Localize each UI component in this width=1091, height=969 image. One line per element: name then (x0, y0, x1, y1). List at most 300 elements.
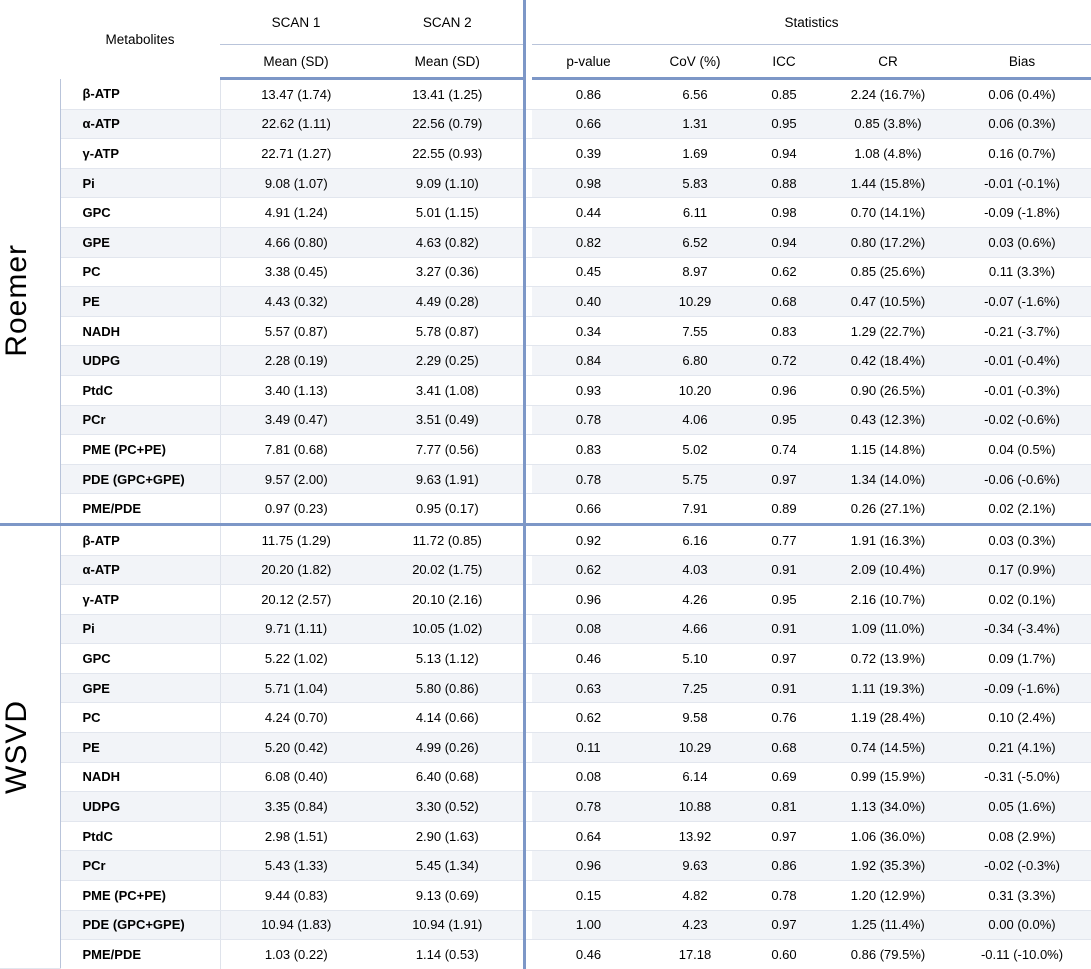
cell-gap-divider (524, 287, 532, 317)
cell-metabolite: GPC (60, 198, 220, 228)
cell-gap-divider (524, 109, 532, 139)
cell-scan2-mean-sd: 22.55 (0.93) (372, 139, 524, 169)
cell-metabolite: UDPG (60, 346, 220, 376)
cell-bias: -0.01 (-0.1%) (953, 168, 1091, 198)
cell-scan1-mean-sd: 9.08 (1.07) (220, 168, 372, 198)
cell-cov: 6.14 (645, 762, 745, 792)
cell-icc: 0.74 (745, 435, 823, 465)
cell-metabolite: α-ATP (60, 555, 220, 585)
table-row (0, 494, 1091, 525)
cell-icc: 0.97 (745, 464, 823, 494)
cell-bias: 0.05 (1.6%) (953, 792, 1091, 822)
group-header-spacer (0, 0, 60, 45)
cell-gap-divider (524, 703, 532, 733)
cell-gap-divider (524, 555, 532, 585)
cell-pvalue: 0.92 (532, 524, 645, 555)
header-gap-divider (524, 0, 532, 45)
cell-scan1-mean-sd: 4.66 (0.80) (220, 227, 372, 257)
cell-scan1-mean-sd: 4.91 (1.24) (220, 198, 372, 228)
cell-gap-divider (524, 762, 532, 792)
header-scan2: SCAN 2 (372, 0, 524, 45)
cell-cov: 4.82 (645, 881, 745, 911)
cell-bias: 0.06 (0.3%) (953, 109, 1091, 139)
table-row (0, 346, 1091, 376)
header-bias: Bias (953, 45, 1091, 79)
cell-bias: 0.10 (2.4%) (953, 703, 1091, 733)
cell-gap-divider (524, 227, 532, 257)
cell-pvalue: 0.84 (532, 346, 645, 376)
cell-scan1-mean-sd: 5.22 (1.02) (220, 644, 372, 674)
cell-scan2-mean-sd: 11.72 (0.85) (372, 524, 524, 555)
cell-cr: 0.80 (17.2%) (823, 227, 953, 257)
cell-scan2-mean-sd: 4.14 (0.66) (372, 703, 524, 733)
cell-pvalue: 0.46 (532, 644, 645, 674)
cell-icc: 0.68 (745, 733, 823, 763)
cell-scan2-mean-sd: 3.41 (1.08) (372, 375, 524, 405)
cell-metabolite: PME/PDE (60, 940, 220, 969)
cell-scan2-mean-sd: 6.40 (0.68) (372, 762, 524, 792)
cell-icc: 0.76 (745, 703, 823, 733)
cell-metabolite: β-ATP (60, 524, 220, 555)
cell-scan1-mean-sd: 4.43 (0.32) (220, 287, 372, 317)
cell-cov: 10.29 (645, 287, 745, 317)
table-row (0, 405, 1091, 435)
cell-scan1-mean-sd: 3.35 (0.84) (220, 792, 372, 822)
cell-cov: 5.02 (645, 435, 745, 465)
cell-cov: 10.20 (645, 375, 745, 405)
table-header-top-row (0, 0, 1091, 45)
cell-scan2-mean-sd: 2.90 (1.63) (372, 821, 524, 851)
cell-metabolite: PtdC (60, 375, 220, 405)
header-metabolites: Metabolites (105, 31, 175, 47)
cell-bias: 0.02 (0.1%) (953, 585, 1091, 615)
cell-cov: 6.16 (645, 524, 745, 555)
cell-scan1-mean-sd: 3.38 (0.45) (220, 257, 372, 287)
cell-icc: 0.97 (745, 910, 823, 940)
cell-cov: 9.58 (645, 703, 745, 733)
cell-icc: 0.94 (745, 139, 823, 169)
cell-scan1-mean-sd: 5.20 (0.42) (220, 733, 372, 763)
cell-metabolite: Pi (60, 168, 220, 198)
cell-cov: 13.92 (645, 821, 745, 851)
group-label-cell-wsvd (0, 524, 60, 968)
cell-bias: -0.34 (-3.4%) (953, 614, 1091, 644)
cell-icc: 0.68 (745, 287, 823, 317)
cell-cov: 17.18 (678, 947, 712, 963)
group-label: WSVD (0, 700, 33, 795)
cell-cov: 7.55 (645, 316, 745, 346)
cell-gap-divider (524, 881, 532, 911)
table-row (0, 703, 1091, 733)
table-row (0, 910, 1091, 940)
table-row (0, 287, 1091, 317)
cell-cov: 10.29 (645, 733, 745, 763)
cell-bias: 0.09 (1.7%) (953, 644, 1091, 674)
cell-gap-divider (524, 79, 532, 110)
cell-scan2-mean-sd: 4.99 (0.26) (372, 733, 524, 763)
cell-gap-divider (524, 910, 532, 940)
table-row (0, 464, 1091, 494)
cell-cr: 1.15 (14.8%) (823, 435, 953, 465)
cell-icc: 0.78 (745, 881, 823, 911)
cell-scan1-mean-sd: 2.98 (1.51) (220, 821, 372, 851)
cell-metabolite: PDE (GPC+GPE) (60, 910, 220, 940)
table-row (0, 79, 1091, 110)
cell-metabolite: PCr (60, 851, 220, 881)
header-mean-sd-scan2: Mean (SD) (372, 45, 524, 79)
cell-scan1-mean-sd: 2.28 (0.19) (220, 346, 372, 376)
cell-scan1-mean-sd: 0.97 (0.23) (220, 494, 372, 525)
cell-bias: 0.00 (0.0%) (953, 910, 1091, 940)
cell-icc: 0.72 (745, 346, 823, 376)
cell-cov: 4.06 (645, 405, 745, 435)
cell-scan1-mean-sd: 5.43 (1.33) (220, 851, 372, 881)
cell-scan1-mean-sd: 13.47 (1.74) (220, 79, 372, 110)
cell-scan2-mean-sd: 20.02 (1.75) (372, 555, 524, 585)
cell-cr: 1.25 (11.4%) (823, 910, 953, 940)
cell-cov: 1.69 (645, 139, 745, 169)
cell-metabolite: PDE (GPC+GPE) (60, 464, 220, 494)
cell-pvalue: 0.93 (532, 375, 645, 405)
cell-bias: 0.04 (0.5%) (953, 435, 1091, 465)
cell-metabolite: PE (60, 733, 220, 763)
cell-scan2-mean-sd: 10.94 (1.91) (372, 910, 524, 940)
cell-pvalue: 0.96 (532, 585, 645, 615)
cell-bias: 0.03 (0.3%) (953, 524, 1091, 555)
cell-gap-divider (524, 257, 532, 287)
cell-cr: 2.09 (10.4%) (823, 555, 953, 585)
header-scan1: SCAN 1 (220, 0, 372, 45)
cell-scan1-mean-sd: 1.03 (0.22) (264, 947, 328, 963)
cell-icc: 0.81 (745, 792, 823, 822)
cell-cov: 5.75 (645, 464, 745, 494)
cell-bias: 0.02 (2.1%) (953, 494, 1091, 525)
cell-cr: 1.09 (11.0%) (823, 614, 953, 644)
cell-gap-divider (524, 585, 532, 615)
cell-scan1-mean-sd: 22.62 (1.11) (220, 109, 372, 139)
cell-gap-divider (524, 316, 532, 346)
cell-metabolite: α-ATP (60, 109, 220, 139)
cell-bias: -0.09 (-1.8%) (953, 198, 1091, 228)
header-cr: CR (823, 45, 953, 79)
cell-scan1-mean-sd: 3.40 (1.13) (220, 375, 372, 405)
cell-gap-divider (524, 198, 532, 228)
cell-pvalue: 0.96 (532, 851, 645, 881)
cell-icc: 0.69 (745, 762, 823, 792)
cell-cr: 0.47 (10.5%) (823, 287, 953, 317)
cell-metabolite: NADH (60, 762, 220, 792)
cell-gap-divider (524, 494, 532, 525)
cell-scan2-mean-sd: 5.01 (1.15) (372, 198, 524, 228)
cell-bias: -0.21 (-3.7%) (953, 316, 1091, 346)
cell-pvalue: 0.44 (532, 198, 645, 228)
cell-gap-divider (524, 168, 532, 198)
cell-icc: 0.95 (745, 405, 823, 435)
table-row (0, 524, 1091, 555)
cell-icc: 0.77 (745, 524, 823, 555)
table-row (0, 435, 1091, 465)
cell-pvalue: 0.78 (532, 792, 645, 822)
cell-cr: 1.92 (35.3%) (823, 851, 953, 881)
cell-pvalue: 0.63 (532, 673, 645, 703)
cell-bias: -0.07 (-1.6%) (953, 287, 1091, 317)
cell-scan2-mean-sd: 13.41 (1.25) (372, 79, 524, 110)
cell-cr: 0.99 (15.9%) (823, 762, 953, 792)
cell-scan1-mean-sd: 9.57 (2.00) (220, 464, 372, 494)
cell-cov: 6.52 (645, 227, 745, 257)
cell-pvalue: 1.00 (532, 910, 645, 940)
cell-pvalue: 0.64 (532, 821, 645, 851)
cell-icc: 0.97 (745, 821, 823, 851)
cell-cov: 9.63 (645, 851, 745, 881)
table-row (0, 733, 1091, 763)
cell-cov: 4.03 (645, 555, 745, 585)
cell-gap-divider (524, 346, 532, 376)
cell-cov: 8.97 (645, 257, 745, 287)
cell-cov: 1.31 (645, 109, 745, 139)
cell-cov: 10.88 (645, 792, 745, 822)
cell-cr: 0.86 (79.5%) (850, 947, 926, 963)
cell-scan2-mean-sd: 3.27 (0.36) (372, 257, 524, 287)
cell-metabolite: PC (60, 257, 220, 287)
table-row (0, 940, 1091, 969)
cell-icc: 0.96 (745, 375, 823, 405)
table-row (0, 139, 1091, 169)
cell-cr: 1.11 (19.3%) (823, 673, 953, 703)
cell-bias: -0.09 (-1.6%) (953, 673, 1091, 703)
cell-cr: 0.90 (26.5%) (823, 375, 953, 405)
cell-scan1-mean-sd: 3.49 (0.47) (220, 405, 372, 435)
cell-pvalue: 0.62 (532, 703, 645, 733)
group-subheader-spacer (0, 45, 60, 79)
cell-cr: 1.91 (16.3%) (823, 524, 953, 555)
group-label: Roemer (0, 244, 33, 358)
cell-cr: 0.72 (13.9%) (823, 644, 953, 674)
cell-icc: 0.91 (745, 614, 823, 644)
cell-pvalue: 0.66 (532, 109, 645, 139)
cell-icc: 0.95 (745, 109, 823, 139)
cell-cr: 0.42 (18.4%) (823, 346, 953, 376)
cell-icc: 0.85 (745, 79, 823, 110)
cell-scan1-mean-sd: 22.71 (1.27) (220, 139, 372, 169)
cell-metabolite: β-ATP (60, 79, 220, 110)
table-row (0, 614, 1091, 644)
cell-icc: 0.94 (745, 227, 823, 257)
cell-cov: 5.83 (645, 168, 745, 198)
cell-scan1-mean-sd: 20.12 (2.57) (220, 585, 372, 615)
cell-bias: 0.11 (3.3%) (953, 257, 1091, 287)
table-row (0, 881, 1091, 911)
cell-bias: -0.01 (-0.4%) (953, 346, 1091, 376)
header-cov: CoV (%) (645, 45, 745, 79)
cell-scan2-mean-sd: 5.45 (1.34) (372, 851, 524, 881)
cell-pvalue: 0.83 (532, 435, 645, 465)
cell-metabolite: GPC (60, 644, 220, 674)
cell-gap-divider (524, 524, 532, 555)
cell-icc: 0.60 (771, 947, 797, 963)
cell-pvalue: 0.15 (532, 881, 645, 911)
cell-pvalue: 0.98 (532, 168, 645, 198)
cell-pvalue: 0.78 (532, 405, 645, 435)
cell-gap-divider (524, 851, 532, 881)
cell-scan2-mean-sd: 10.05 (1.02) (372, 614, 524, 644)
cell-cr: 0.85 (25.6%) (823, 257, 953, 287)
cell-cr: 1.19 (28.4%) (823, 703, 953, 733)
cell-pvalue: 0.40 (532, 287, 645, 317)
table-row (0, 168, 1091, 198)
table-row (0, 198, 1091, 228)
cell-icc: 0.95 (745, 585, 823, 615)
header-mean-sd-scan1: Mean (SD) (220, 45, 372, 79)
cell-cr: 1.13 (34.0%) (823, 792, 953, 822)
cell-gap-divider (524, 464, 532, 494)
cell-scan2-mean-sd: 2.29 (0.25) (372, 346, 524, 376)
cell-icc: 0.88 (745, 168, 823, 198)
table-row (0, 375, 1091, 405)
cell-icc: 0.97 (745, 644, 823, 674)
cell-bias: -0.06 (-0.6%) (953, 464, 1091, 494)
cell-scan2-mean-sd: 3.30 (0.52) (372, 792, 524, 822)
cell-scan1-mean-sd: 7.81 (0.68) (220, 435, 372, 465)
cell-metabolite: PC (60, 703, 220, 733)
cell-cr: 0.26 (27.1%) (823, 494, 953, 525)
table-row (0, 644, 1091, 674)
cell-bias: 0.03 (0.6%) (953, 227, 1091, 257)
header-icc: ICC (745, 45, 823, 79)
cell-metabolite: Pi (60, 614, 220, 644)
cell-bias: 0.31 (3.3%) (953, 881, 1091, 911)
cell-bias: 0.08 (2.9%) (953, 821, 1091, 851)
cell-gap-divider (524, 733, 532, 763)
cell-scan2-mean-sd: 0.95 (0.17) (372, 494, 524, 525)
cell-cov: 7.25 (645, 673, 745, 703)
cell-bias: -0.11 (-10.0%) (980, 947, 1064, 963)
cell-gap-divider (524, 614, 532, 644)
cell-cr: 0.43 (12.3%) (823, 405, 953, 435)
cell-icc: 0.83 (745, 316, 823, 346)
cell-scan2-mean-sd: 22.56 (0.79) (372, 109, 524, 139)
header-statistics: Statistics (532, 0, 1091, 45)
cell-bias: -0.02 (-0.3%) (953, 851, 1091, 881)
cell-icc: 0.98 (745, 198, 823, 228)
cell-metabolite: PME (PC+PE) (60, 881, 220, 911)
cell-cov: 5.10 (645, 644, 745, 674)
cell-gap-divider (524, 792, 532, 822)
cell-bias: -0.01 (-0.3%) (953, 375, 1091, 405)
cell-icc: 0.91 (745, 555, 823, 585)
cell-pvalue: 0.86 (532, 79, 645, 110)
cell-cov: 4.66 (645, 614, 745, 644)
cell-metabolite: γ-ATP (60, 139, 220, 169)
cell-pvalue: 0.82 (532, 227, 645, 257)
cell-gap-divider (524, 139, 532, 169)
cell-scan1-mean-sd: 20.20 (1.82) (220, 555, 372, 585)
cell-scan2-mean-sd: 4.49 (0.28) (372, 287, 524, 317)
cell-bias: 0.06 (0.4%) (953, 79, 1091, 110)
cell-scan2-mean-sd: 7.77 (0.56) (372, 435, 524, 465)
cell-pvalue: 0.62 (532, 555, 645, 585)
cell-scan2-mean-sd: 9.63 (1.91) (372, 464, 524, 494)
table-row (0, 585, 1091, 615)
cell-gap-divider (524, 375, 532, 405)
cell-scan1-mean-sd: 5.71 (1.04) (220, 673, 372, 703)
cell-metabolite: PtdC (60, 821, 220, 851)
cell-cr: 2.24 (16.7%) (823, 79, 953, 110)
cell-pvalue: 0.08 (532, 614, 645, 644)
cell-metabolite: NADH (60, 316, 220, 346)
cell-cov: 4.23 (645, 910, 745, 940)
cell-pvalue: 0.08 (532, 762, 645, 792)
table-row (0, 821, 1091, 851)
cell-scan2-mean-sd: 5.80 (0.86) (372, 673, 524, 703)
cell-pvalue: 0.66 (532, 494, 645, 525)
cell-icc: 0.86 (745, 851, 823, 881)
cell-cov: 4.26 (645, 585, 745, 615)
cell-pvalue: 0.39 (532, 139, 645, 169)
table-row (0, 555, 1091, 585)
cell-scan1-mean-sd: 11.75 (1.29) (220, 524, 372, 555)
cell-scan1-mean-sd: 9.71 (1.11) (220, 614, 372, 644)
cell-metabolite: γ-ATP (60, 585, 220, 615)
cell-scan2-mean-sd: 3.51 (0.49) (372, 405, 524, 435)
cell-metabolite: UDPG (60, 792, 220, 822)
cell-gap-divider (524, 940, 532, 969)
cell-cr: 1.44 (15.8%) (823, 168, 953, 198)
cell-scan2-mean-sd: 9.09 (1.10) (372, 168, 524, 198)
cell-metabolite: PCr (60, 405, 220, 435)
cell-scan1-mean-sd: 9.44 (0.83) (220, 881, 372, 911)
table-row (0, 851, 1091, 881)
cell-scan2-mean-sd: 5.78 (0.87) (372, 316, 524, 346)
cell-cr: 1.08 (4.8%) (823, 139, 953, 169)
cell-cov: 6.56 (645, 79, 745, 110)
cell-metabolite: PE (60, 287, 220, 317)
cell-icc: 0.89 (745, 494, 823, 525)
cell-scan2-mean-sd: 9.13 (0.69) (372, 881, 524, 911)
cell-gap-divider (524, 673, 532, 703)
cell-cr: 1.06 (36.0%) (823, 821, 953, 851)
cell-pvalue: 0.11 (532, 733, 645, 763)
cell-scan2-mean-sd: 5.13 (1.12) (372, 644, 524, 674)
cell-scan1-mean-sd: 5.57 (0.87) (220, 316, 372, 346)
cell-cr: 0.85 (3.8%) (823, 109, 953, 139)
cell-scan1-mean-sd: 10.94 (1.83) (220, 910, 372, 940)
cell-gap-divider (524, 435, 532, 465)
cell-metabolite: GPE (60, 673, 220, 703)
cell-icc: 0.91 (745, 673, 823, 703)
cell-cr: 1.34 (14.0%) (823, 464, 953, 494)
cell-cr: 2.16 (10.7%) (823, 585, 953, 615)
group-label-cell-roemer (0, 79, 60, 525)
cell-icc: 0.62 (745, 257, 823, 287)
cell-bias: -0.31 (-5.0%) (953, 762, 1091, 792)
cell-scan1-mean-sd: 6.08 (0.40) (220, 762, 372, 792)
cell-scan2-mean-sd: 4.63 (0.82) (372, 227, 524, 257)
cell-pvalue: 0.78 (532, 464, 645, 494)
cell-pvalue: 0.45 (532, 257, 645, 287)
cell-scan2-mean-sd: 20.10 (2.16) (372, 585, 524, 615)
cell-bias: 0.17 (0.9%) (953, 555, 1091, 585)
cell-cr: 1.20 (12.9%) (823, 881, 953, 911)
cell-cr: 1.29 (22.7%) (823, 316, 953, 346)
table-row (0, 109, 1091, 139)
cell-pvalue: 0.46 (575, 947, 602, 963)
cell-bias: -0.02 (-0.6%) (953, 405, 1091, 435)
header-pvalue: p-value (532, 45, 645, 79)
table-row (0, 227, 1091, 257)
cell-gap-divider (524, 644, 532, 674)
subheader-gap-divider (524, 45, 532, 79)
